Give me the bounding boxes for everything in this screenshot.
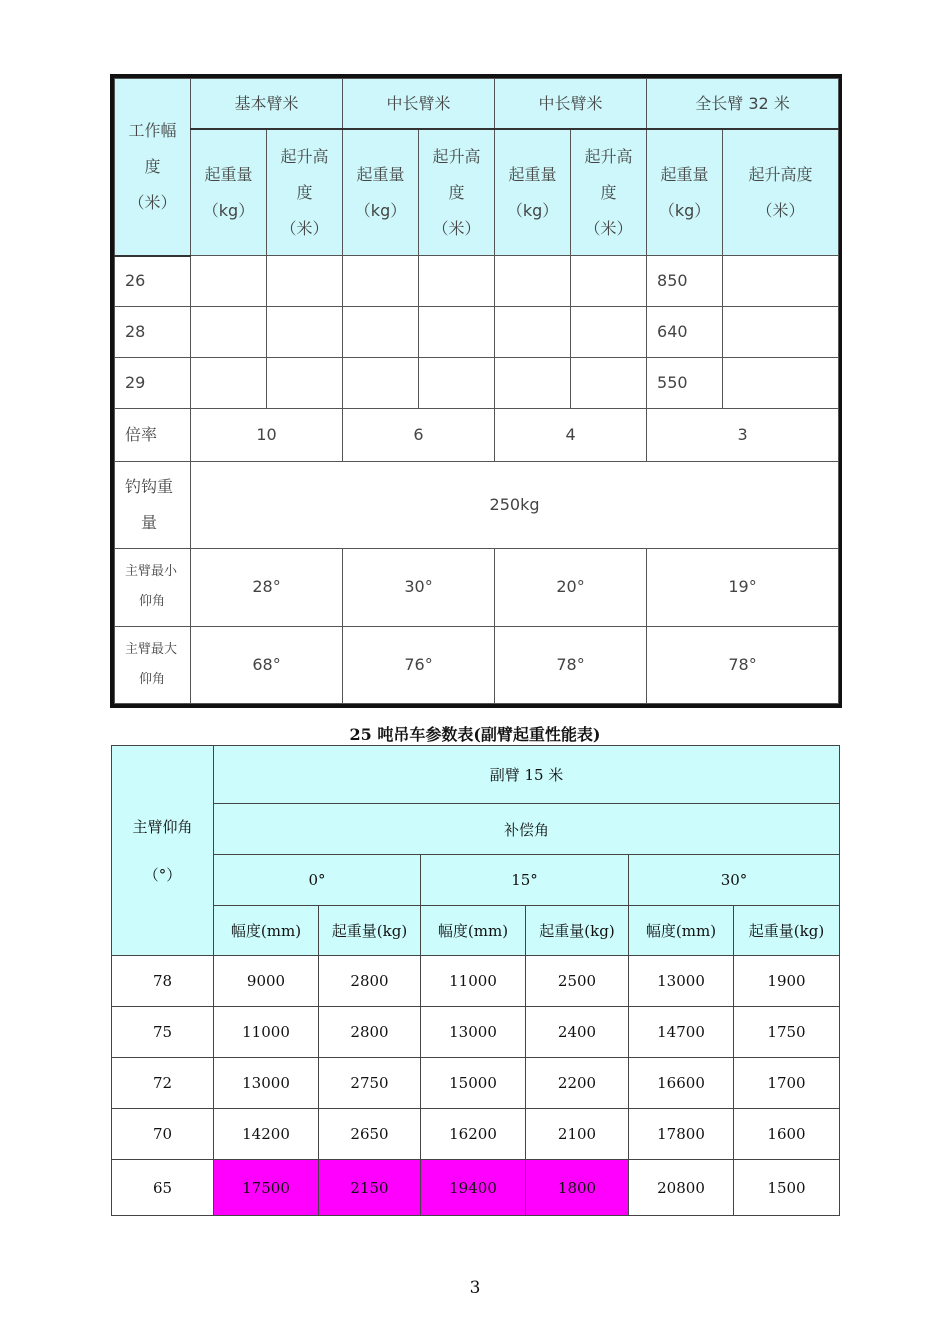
table-cell [419,357,495,408]
table-cell [723,357,839,408]
table-cell [343,307,419,358]
t1-group-mid2: 中长臂米 [495,79,647,130]
table-cell [191,256,267,307]
table-cell: 11000 [214,1007,319,1058]
table-cell: 11000 [421,956,526,1007]
table-cell [571,307,647,358]
t1-group-full: 全长臂 32 米 [647,79,839,130]
table-cell: 2750 [319,1058,421,1109]
table-cell: 16200 [421,1109,526,1160]
t1-sub-header: 起重量 （kg） [191,129,267,255]
t2-angle-header: 15° [421,855,629,906]
t1-ratio-value: 6 [343,408,495,461]
main-boom-table [114,78,839,704]
table-cell: 15000 [421,1058,526,1109]
t2-col-header: 幅度(mm) [214,906,319,956]
page-number: 3 [469,1278,481,1298]
t1-hook-value: 250kg [191,461,839,549]
table-cell [495,256,571,307]
highlighted-cell: 19400 [421,1160,526,1216]
t1-sub-header: 起重量 （kg） [647,129,723,255]
highlighted-cell: 2150 [319,1160,421,1216]
t1-min-angle-value: 30° [343,549,495,626]
table-cell [571,256,647,307]
table-cell [191,307,267,358]
table-cell: 1500 [734,1160,840,1216]
t1-ratio-value: 4 [495,408,647,461]
t1-sub-header: 起重量 （kg） [343,129,419,255]
t1-max-angle-label: 主臂最大 仰角 [115,626,191,703]
table-cell: 1600 [734,1109,840,1160]
table-row [112,1160,840,1216]
t2-compensation-header: 补偿角 [214,804,840,855]
table-cell: 20800 [629,1160,734,1216]
table-row [115,256,839,307]
table-row [115,626,839,703]
table-cell [343,256,419,307]
t2-angle-header: 30° [629,855,840,906]
crane-table-main-boom [110,74,842,708]
t1-sub-header: 起升高 度 （米） [571,129,647,255]
table-row [115,307,839,358]
table-cell: 2200 [526,1058,629,1109]
table-cell: 2400 [526,1007,629,1058]
table-cell: 14700 [629,1007,734,1058]
table-cell: 550 [647,357,723,408]
table-cell: 2650 [319,1109,421,1160]
table-cell [419,256,495,307]
t1-min-angle-value: 28° [191,549,343,626]
t1-row-label: 28 [115,307,191,358]
table-cell: 13000 [421,1007,526,1058]
table-cell: 14200 [214,1109,319,1160]
table-cell [419,307,495,358]
t2-col-header: 起重量(kg) [319,906,421,956]
t1-hook-label: 钓钩重 量 [115,461,191,549]
t2-row-angle: 65 [112,1160,214,1216]
table-caption: 25 吨吊车参数表(副臂起重性能表) [349,725,601,744]
t1-max-angle-value: 78° [495,626,647,703]
table-cell: 1750 [734,1007,840,1058]
t2-row-angle: 70 [112,1109,214,1160]
t2-col-header: 起重量(kg) [526,906,629,956]
table-row [115,357,839,408]
table-cell: 9000 [214,956,319,1007]
t1-row-label: 29 [115,357,191,408]
t2-angle-header: 0° [214,855,421,906]
t1-min-angle-label: 主臂最小 仰角 [115,549,191,626]
table-row [115,408,839,461]
table-row [115,461,839,549]
table-cell: 2100 [526,1109,629,1160]
table-cell: 1700 [734,1058,840,1109]
table-cell: 16600 [629,1058,734,1109]
table-row [112,1058,840,1109]
t1-min-angle-value: 19° [647,549,839,626]
t1-max-angle-value: 76° [343,626,495,703]
t1-sub-header: 起升高度 （米） [723,129,839,255]
t1-sub-header: 起升高 度 （米） [267,129,343,255]
table-cell: 850 [647,256,723,307]
table-row [112,956,840,1007]
t2-col-header: 起重量(kg) [734,906,840,956]
t1-group-mid1: 中长臂米 [343,79,495,130]
table-cell [267,357,343,408]
t1-sub-header: 起重量 （kg） [495,129,571,255]
t2-col-header: 幅度(mm) [421,906,526,956]
table-cell [495,357,571,408]
highlighted-cell: 17500 [214,1160,319,1216]
table-cell: 1900 [734,956,840,1007]
highlighted-cell: 1800 [526,1160,629,1216]
t1-sub-header: 起升高 度 （米） [419,129,495,255]
t2-row-angle: 75 [112,1007,214,1058]
table-row [112,1007,840,1058]
table-cell: 13000 [629,956,734,1007]
t2-corner-header: 主臂仰角 （°） [112,746,214,956]
t1-min-angle-value: 20° [495,549,647,626]
t1-ratio-value: 10 [191,408,343,461]
table-cell [723,307,839,358]
t1-row-label: 26 [115,256,191,307]
table-cell [267,256,343,307]
jib-performance-table [111,745,840,1216]
t1-max-angle-value: 78° [647,626,839,703]
table-cell [571,357,647,408]
table-row [112,1109,840,1160]
table-cell [191,357,267,408]
t1-ratio-value: 3 [647,408,839,461]
t1-corner-header: 工作幅 度 （米） [115,79,191,256]
table-cell [723,256,839,307]
t2-row-angle: 78 [112,956,214,1007]
t1-ratio-label: 倍率 [115,408,191,461]
t1-group-basic: 基本臂米 [191,79,343,130]
table-cell: 2800 [319,1007,421,1058]
table-cell: 640 [647,307,723,358]
table-cell: 2500 [526,956,629,1007]
table-cell [343,357,419,408]
table-cell: 2800 [319,956,421,1007]
table-cell: 17800 [629,1109,734,1160]
t1-max-angle-value: 68° [191,626,343,703]
table-cell [495,307,571,358]
t2-col-header: 幅度(mm) [629,906,734,956]
table-cell: 13000 [214,1058,319,1109]
table-row [115,549,839,626]
t2-jib-header: 副臂 15 米 [214,746,840,804]
table-cell [267,307,343,358]
t2-row-angle: 72 [112,1058,214,1109]
